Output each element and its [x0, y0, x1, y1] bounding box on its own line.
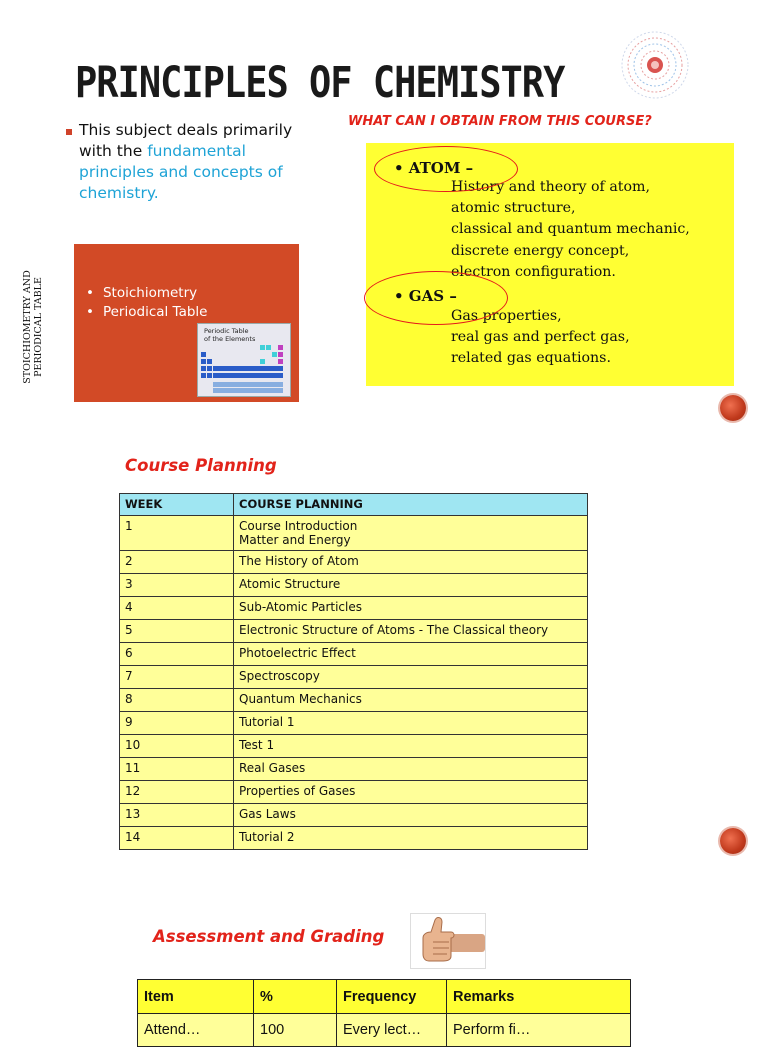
week-cell: 8	[120, 689, 234, 712]
plan-cell	[234, 827, 588, 850]
periodic-grid-icon	[198, 324, 290, 396]
plan-cell	[234, 804, 588, 827]
atom-highlight-ellipse	[374, 146, 518, 192]
gas-label: • GAS –	[394, 287, 457, 305]
plan-text: The History of Atom	[239, 554, 359, 568]
week-cell: 9	[120, 712, 234, 735]
intro-text	[79, 120, 299, 204]
planning-table	[119, 493, 588, 850]
table-row	[120, 574, 588, 597]
plan-text: Quantum Mechanics	[239, 692, 362, 706]
planning-heading: Course Planning	[125, 456, 277, 475]
table-cell: Attend…	[138, 1014, 254, 1047]
week-cell: 13	[120, 804, 234, 827]
week-cell: 2	[120, 551, 234, 574]
table-row	[120, 689, 588, 712]
table-row	[120, 551, 588, 574]
week-cell: 5	[120, 620, 234, 643]
page-title: PRINCIPLES OF CHEMISTRY	[75, 58, 565, 108]
plan-text: Properties of Gases	[239, 784, 356, 798]
nav-dot-icon[interactable]	[720, 395, 746, 421]
table-row	[120, 735, 588, 758]
assessment-table	[137, 979, 631, 1047]
plan-text: Gas Laws	[239, 807, 296, 821]
week-cell: 4	[120, 597, 234, 620]
table-row	[120, 620, 588, 643]
bullet-square-icon	[66, 129, 72, 135]
side-label-line-1: STOICHIOMETRY AND	[22, 270, 33, 384]
table-row	[120, 712, 588, 735]
plan-cell	[234, 689, 588, 712]
plan-cell	[234, 551, 588, 574]
assessment-heading: Assessment and Grading	[153, 927, 385, 946]
week-cell: 11	[120, 758, 234, 781]
table-header-row	[120, 494, 588, 516]
atom-logo-icon	[620, 30, 690, 100]
plan-cell	[234, 781, 588, 804]
plan-cell	[234, 574, 588, 597]
atom-line: electron configuration.	[451, 263, 616, 280]
nav-dot-icon[interactable]	[720, 828, 746, 854]
plan-cell	[234, 516, 588, 551]
col-plan: COURSE PLANNING	[234, 494, 588, 516]
table-row	[120, 804, 588, 827]
table-row	[120, 516, 588, 551]
plan-text: Real Gases	[239, 761, 306, 775]
table-row	[120, 666, 588, 689]
gas-line: Gas properties,	[451, 308, 562, 324]
plan-text-2: Matter and Energy	[239, 533, 351, 547]
table-row	[120, 758, 588, 781]
plan-text: Spectroscopy	[239, 669, 320, 683]
plan-text: Atomic Structure	[239, 577, 341, 591]
week-cell: 10	[120, 735, 234, 758]
table-cell: 100	[254, 1014, 337, 1047]
topic-item: • Stoichiometry	[86, 284, 207, 303]
thumbs-up-image	[410, 913, 486, 969]
table-row	[120, 597, 588, 620]
plan-cell	[234, 666, 588, 689]
side-label	[22, 268, 52, 388]
plan-cell	[234, 735, 588, 758]
topic-item: • Periodical Table	[86, 303, 207, 322]
col-remarks: Remarks	[447, 980, 631, 1014]
plan-text: Electronic Structure of Atoms - The Classical theory	[239, 623, 549, 637]
plan-cell	[234, 643, 588, 666]
table-row	[120, 781, 588, 804]
plan-text: Tutorial 1	[239, 715, 295, 729]
col-frequency: Frequency	[337, 980, 447, 1014]
side-label-line-2: PERIODICAL TABLE	[33, 277, 44, 377]
obtain-box	[366, 143, 734, 386]
table-cell: Every lect…	[337, 1014, 447, 1047]
plan-text: Photoelectric Effect	[239, 646, 356, 660]
col-item: Item	[138, 980, 254, 1014]
atom-label: • ATOM –	[394, 159, 474, 177]
course-question: WHAT CAN I OBTAIN FROM THIS COURSE?	[348, 114, 652, 129]
periodic-table-image	[197, 323, 291, 397]
week-cell: 14	[120, 827, 234, 850]
plan-cell	[234, 758, 588, 781]
week-cell: 12	[120, 781, 234, 804]
week-cell: 1	[120, 516, 234, 551]
table-row	[120, 643, 588, 666]
week-cell: 3	[120, 574, 234, 597]
intro-highlight: fundamental principles and concepts of chemistry.	[79, 142, 283, 202]
gas-line: real gas and perfect gas,	[451, 329, 630, 346]
plan-cell	[234, 620, 588, 643]
gas-line: related gas equations.	[451, 350, 611, 367]
plan-text: Test 1	[239, 738, 275, 752]
plan-cell	[234, 597, 588, 620]
week-cell: 7	[120, 666, 234, 689]
plan-text: Tutorial 2	[239, 830, 295, 844]
plan-text: Course Introduction	[239, 519, 358, 533]
atom-line: classical and quantum mechanic,	[451, 221, 690, 238]
atom-line: discrete energy concept,	[451, 242, 630, 259]
table-row	[120, 827, 588, 850]
plan-text: Sub-Atomic Particles	[239, 600, 362, 614]
atom-line: atomic structure,	[451, 200, 576, 217]
week-cell: 6	[120, 643, 234, 666]
plan-cell	[234, 712, 588, 735]
table-cell: Perform fi…	[447, 1014, 631, 1047]
periodic-table-caption: Periodic Table of the Elements	[204, 327, 256, 343]
table-header-row	[138, 980, 631, 1014]
atom-lines	[451, 177, 690, 283]
atom-line: History and theory of atom,	[451, 179, 650, 195]
thumbs-up-icon	[411, 914, 485, 968]
gas-highlight-ellipse	[364, 271, 508, 325]
intro-plain: This subject deals primarily with the	[79, 121, 293, 160]
table-row	[138, 1014, 631, 1047]
col-week: WEEK	[120, 494, 234, 516]
col-percent: %	[254, 980, 337, 1014]
